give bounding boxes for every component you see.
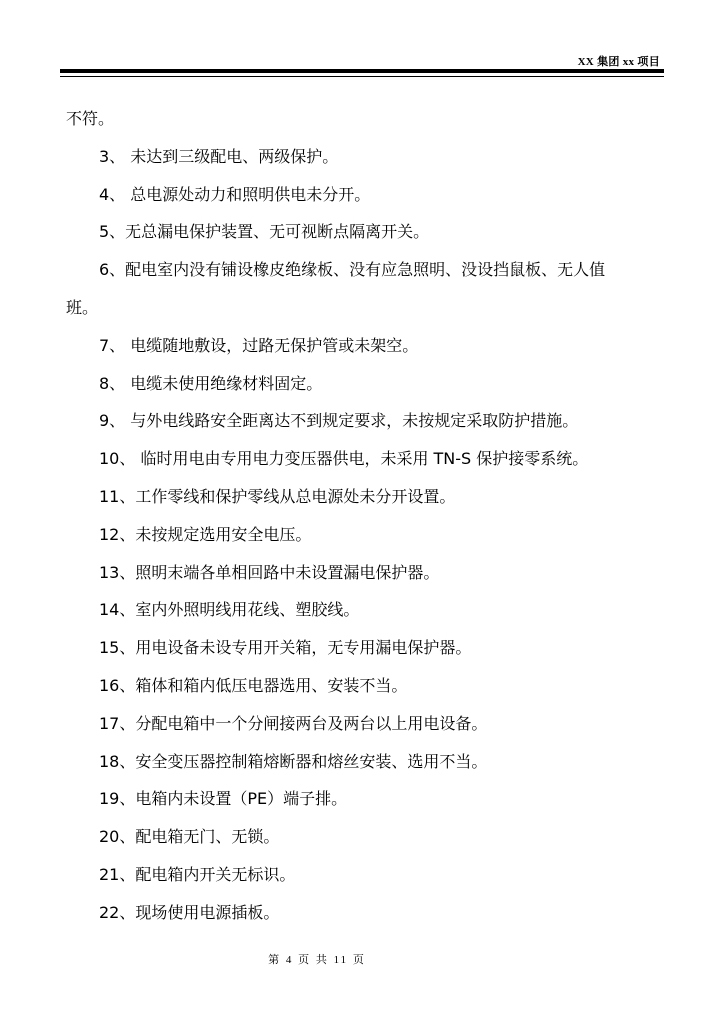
- body-line: 11、工作零线和保护零线从总电源处未分开设置。: [99, 486, 456, 506]
- body-line: 班。: [66, 297, 99, 317]
- body-line: 3、 未达到三级配电、两级保护。: [99, 146, 339, 166]
- body-line: 13、照明末端各单相回路中未设置漏电保护器。: [99, 562, 440, 582]
- body-line: 19、电箱内未设置（PE）端子排。: [99, 789, 348, 809]
- body-line: 6、配电室内没有铺设橡皮绝缘板、没有应急照明、没设挡鼠板、无人值: [99, 260, 606, 280]
- body-line: 9、 与外电线路安全距离达不到规定要求，未按规定采取防护措施。: [99, 411, 579, 431]
- body-line: 17、分配电箱中一个分闸接两台及两台以上用电设备。: [99, 713, 488, 733]
- header-rule-thin: [60, 76, 664, 77]
- body-line: 7、 电缆随地敷设，过路无保护管或未架空。: [99, 335, 419, 355]
- body-line: 18、安全变压器控制箱熔断器和熔丝安装、选用不当。: [99, 751, 488, 771]
- body-line: 20、配电箱无门、无锁。: [99, 827, 280, 847]
- body-line: 15、用电设备未设专用开关箱，无专用漏电保护器。: [99, 638, 472, 658]
- body-line: 12、未按规定选用安全电压。: [99, 524, 312, 544]
- body-line: 22、现场使用电源插板。: [99, 902, 280, 922]
- body-line: 16、箱体和箱内低压电器选用、安装不当。: [99, 675, 408, 695]
- page-number: 第 4 页 共 11 页: [268, 954, 366, 966]
- body-line: 5、无总漏电保护装置、无可视断点隔离开关。: [99, 222, 430, 242]
- body-line: 不符。: [66, 109, 115, 128]
- body-line: 14、室内外照明线用花线、塑胶线。: [99, 600, 360, 620]
- header-rule-thick: [60, 69, 664, 73]
- body-line: 10、 临时用电由专用电力变压器供电，未采用 TN-S 保护接零系统。: [99, 449, 589, 469]
- header-title: XX 集团 xx 项目: [577, 56, 660, 68]
- body-line: 4、 总电源处动力和照明供电未分开。: [99, 184, 371, 204]
- body-line: 8、 电缆未使用绝缘材料固定。: [99, 373, 323, 393]
- body-line: 21、配电箱内开关无标识。: [99, 864, 296, 884]
- document-body: [66, 100, 656, 932]
